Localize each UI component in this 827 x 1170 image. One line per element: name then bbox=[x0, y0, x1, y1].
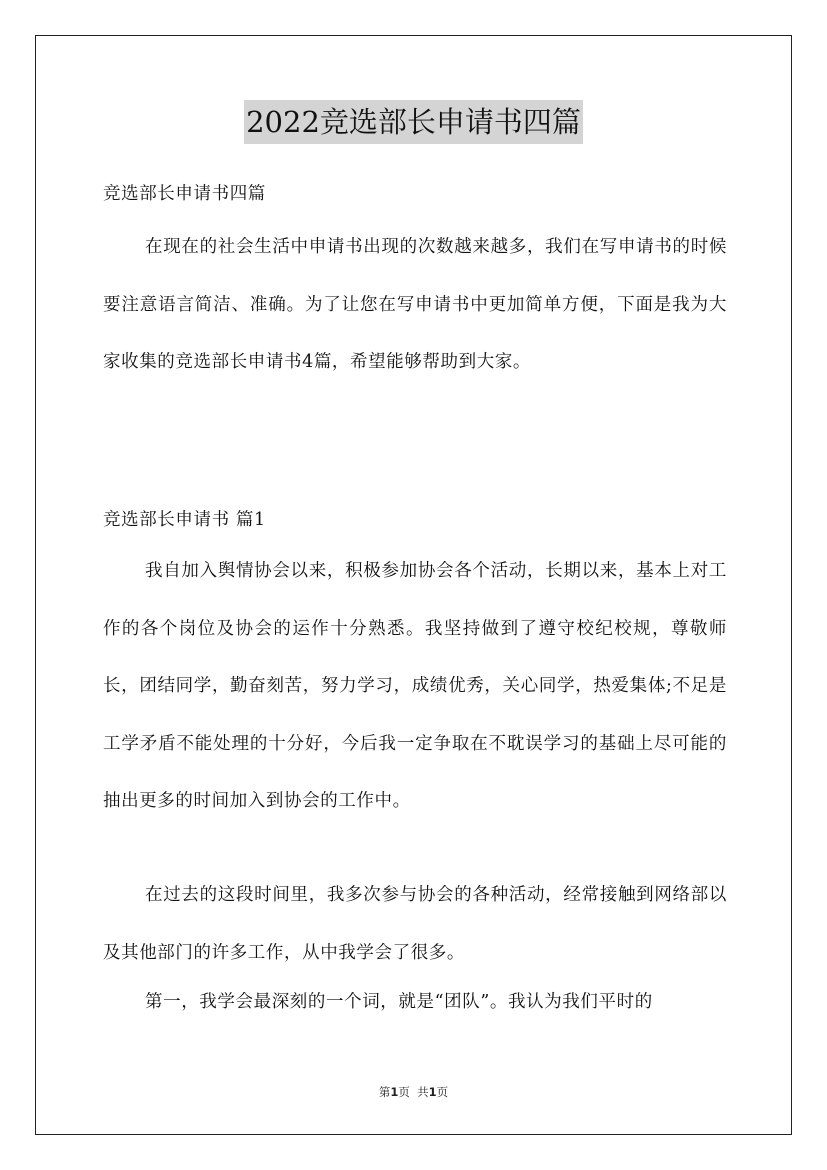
page-mid: 页 共 bbox=[398, 1085, 429, 1099]
section-paragraph-1: 我自加入舆情协会以来，积极参加协会各个活动，长期以来，基本上对工作的各个岗位及协会的运作十分熟悉。我坚持做到了遵守校纪校规，尊敬师长，团结同学，勤奋刻苦，努力学习，成绩优秀，关心同学，热爱集体;不足是工学矛盾不能处理的十分好，今后我一定争取在不耽误学习的基础上尽可能的抽出更多的时间加入到协会的工作中。 bbox=[103, 561, 727, 811]
document-subtitle: 竞选部长申请书四篇 bbox=[103, 184, 266, 204]
section-paragraph-3: 第一，我学会最深刻的一个词，就是“团队”。我认为我们平时的 bbox=[145, 992, 653, 1012]
page-footer bbox=[0, 1083, 827, 1101]
page-total: 1 bbox=[428, 1085, 437, 1099]
intro-paragraph: 在现在的社会生活中申请书出现的次数越来越多，我们在写申请书的时候要注意语言简洁、准确。为了让您在写申请书中更加简单方便，下面是我为大家收集的竞选部长申请书4篇，希望能够帮助到大家。 bbox=[103, 237, 727, 372]
page-suffix: 页 bbox=[436, 1085, 449, 1099]
page-prefix: 第 bbox=[378, 1085, 391, 1099]
document-title: 2022竞选部长申请书四篇 bbox=[244, 100, 583, 144]
title-container bbox=[0, 100, 827, 144]
section-heading: 竞选部长申请书 篇1 bbox=[103, 510, 266, 530]
section-paragraph-2: 在过去的这段时间里，我多次参与协会的各种活动，经常接触到网络部以及其他部门的许多工作，从中我学会了很多。 bbox=[103, 885, 727, 963]
page-current: 1 bbox=[390, 1085, 399, 1099]
